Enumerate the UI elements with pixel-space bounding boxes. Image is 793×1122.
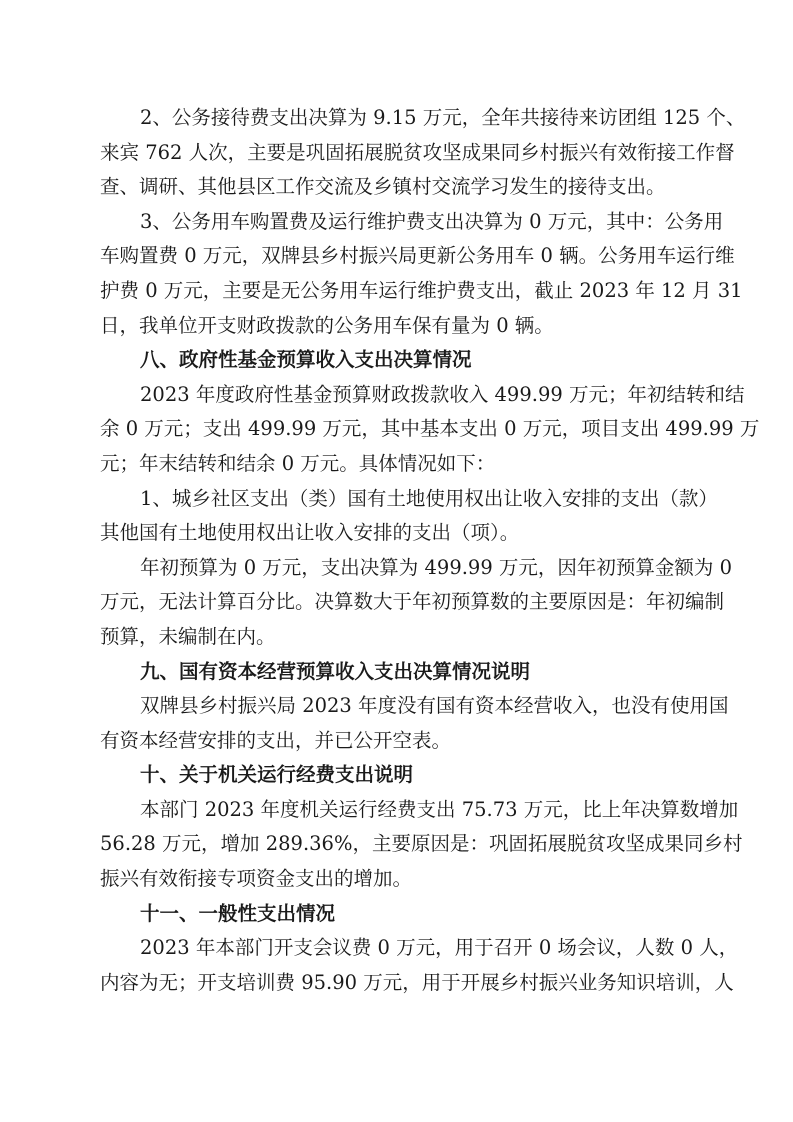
paragraph — [100, 205, 743, 343]
paragraph — [100, 689, 729, 758]
paragraph — [100, 101, 746, 205]
text-line: 振兴有效衔接专项资金支出的增加。 — [100, 867, 413, 891]
text-line: 年初预算为 0 万元，支出决算为 499.99 万元，因年初预算金额为 0 — [140, 555, 733, 579]
text-line: 有资本经营安排的支出，并已公开空表。 — [100, 728, 452, 752]
paragraph — [100, 551, 733, 655]
paragraph — [100, 931, 739, 1000]
text-line: 2023 年本部门开支会议费 0 万元，用于召开 0 场会议，人数 0 人， — [140, 936, 739, 960]
text-line: 元；年末结转和结余 0 万元。具体情况如下： — [100, 451, 496, 475]
text-line: 2023 年度政府性基金预算财政拨款收入 499.99 万元；年初结转和结 — [140, 382, 745, 406]
text-line: 车购置费 0 万元，双牌县乡村振兴局更新公务用车 0 辆。公务用车运行维 — [100, 244, 735, 268]
heading-text: 八、政府性基金预算收入支出决算情况 — [140, 348, 472, 372]
text-line: 护费 0 万元，主要是无公务用车运行维护费支出，截止 2023 年 12 月 31 — [100, 278, 743, 302]
text-line: 双牌县乡村振兴局 2023 年度没有国有资本经营收入，也没有使用国 — [140, 694, 729, 718]
text-line: 内容为无；开支培训费 95.90 万元，用于开展乡村振兴业务知识培训，人 — [100, 970, 734, 994]
section-heading — [100, 758, 700, 793]
text-line: 1、城乡社区支出（类）国有土地使用权出让收入安排的支出（款） — [140, 486, 718, 510]
section-heading — [100, 897, 700, 932]
section-heading — [100, 343, 700, 378]
document-page — [100, 101, 760, 1000]
paragraph — [100, 378, 760, 482]
text-line: 56.28 万元，增加 289.36%，主要原因是：巩固拓展脱贫攻坚成果同乡村 — [100, 832, 743, 856]
text-line: 万元，无法计算百分比。决算数大于年初预算数的主要原因是：年初编制 — [100, 590, 725, 614]
text-line: 2、公务接待费支出决算为 9.15 万元，全年共接待来访团组 125 个、 — [140, 106, 746, 129]
section-heading — [100, 655, 700, 690]
heading-text: 十、关于机关运行经费支出说明 — [140, 763, 414, 787]
heading-text: 九、国有资本经营预算收入支出决算情况说明 — [140, 659, 531, 683]
text-line: 3、公务用车购置费及运行维护费支出决算为 0 万元，其中：公务用 — [140, 209, 724, 233]
text-line: 查、调研、其他县区工作交流及乡镇村交流学习发生的接待支出。 — [100, 175, 666, 199]
text-line: 本部门 2023 年度机关运行经费支出 75.73 万元，比上年决算数增加 — [140, 797, 739, 821]
text-line: 日，我单位开支财政拨款的公务用车保有量为 0 辆。 — [100, 313, 554, 337]
text-line: 预算，未编制在内。 — [100, 624, 276, 648]
text-line: 其他国有土地使用权出让收入安排的支出（项）。 — [100, 521, 520, 545]
paragraph — [100, 793, 743, 897]
paragraph — [100, 482, 718, 551]
text-line: 余 0 万元；支出 499.99 万元，其中基本支出 0 万元，项目支出 499.99 万 — [100, 417, 760, 441]
heading-text: 十一、一般性支出情况 — [140, 901, 336, 925]
text-line: 来宾 762 人次，主要是巩固拓展脱贫攻坚成果同乡村振兴有效衔接工作督 — [100, 140, 735, 164]
